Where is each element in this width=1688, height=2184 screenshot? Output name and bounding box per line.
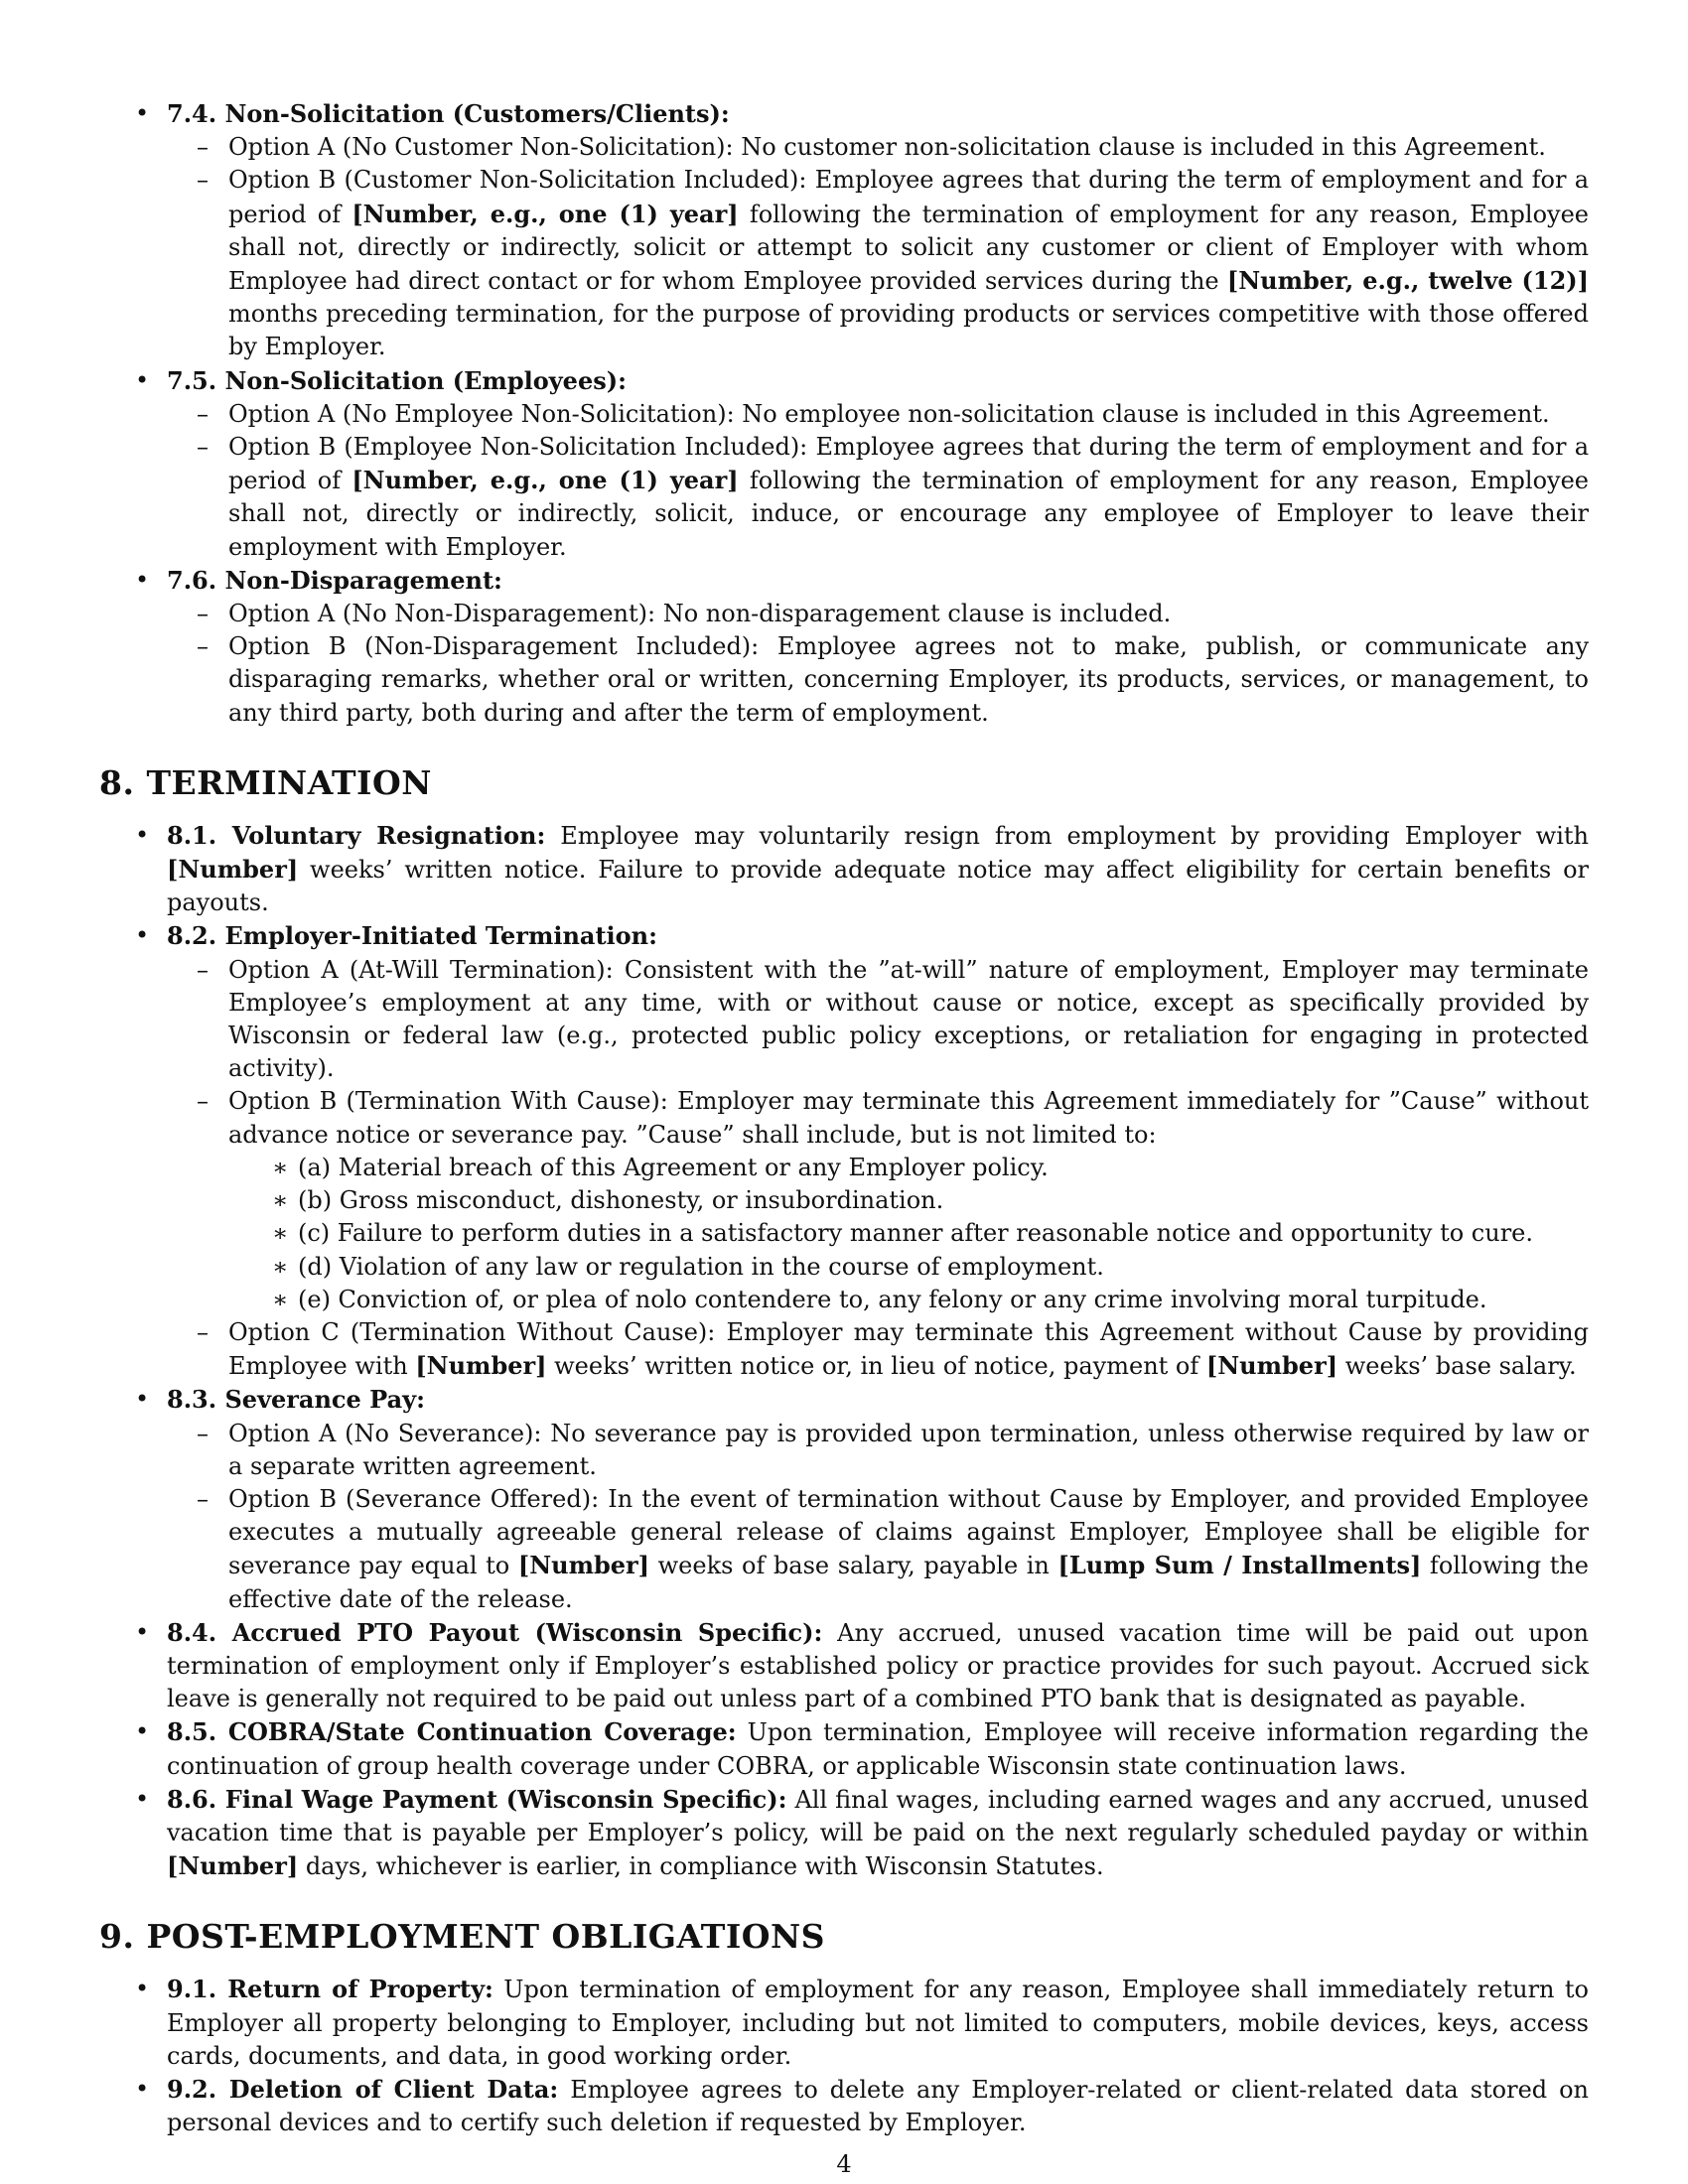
- option-text: Option A (No Customer Non-Solicitation): No customer non-solicitation clause is included in this Agreement.: [228, 133, 1546, 162]
- clause-text: days, whichever is earlier, in compliance with Wisconsin Statutes.: [298, 1852, 1104, 1881]
- clause-title: 8.3. Severance Pay:: [167, 1385, 425, 1415]
- clause-title: 8.2. Employer-Initiated Termination:: [167, 921, 657, 951]
- clause-title: 8.5. COBRA/State Continuation Coverage:: [167, 1717, 737, 1747]
- option-text: Option A (No Employee Non-Solicitation): No employee non-solicitation clause is included in this Agreement.: [228, 399, 1550, 428]
- clause-title: 8.4. Accrued PTO Payout (Wisconsin Specific):: [167, 1617, 823, 1647]
- placeholder-field: [Number]: [167, 855, 299, 885]
- clause-8-5: [99, 1715, 1589, 1782]
- clause-title: 7.6. Non-Disparagement:: [167, 565, 502, 595]
- cause-item: ∗ (c) Failure to perform duties in a satisfactory manner after reasonable notice and opportunity to cure.: [228, 1217, 1589, 1250]
- clause-title: 9.1. Return of Property:: [167, 1975, 493, 2004]
- clause-text: weeks’ written notice. Failure to provide adequate notice may affect eligibility for certain benefits or payouts.: [167, 856, 1589, 917]
- clause-7-5: [99, 364, 1589, 564]
- clause-title: 7.4. Non-Solicitation (Customers/Clients):: [167, 99, 730, 128]
- document-page: [99, 97, 1589, 2139]
- clause-text: Upon termination, Employee will receive information regarding the continuation of group health coverage under COBRA, or applicable Wisconsin state continuation laws.: [167, 1718, 1589, 1780]
- clause-title: 8.1. Voluntary Resignation:: [167, 820, 546, 850]
- cause-item: ∗ (d) Violation of any law or regulation in the course of employment.: [228, 1251, 1589, 1284]
- cause-item: ∗ (e) Conviction of, or plea of nolo contendere to, any felony or any crime involving moral turpitude.: [228, 1284, 1589, 1316]
- option-text: following the termination of employment for any reason, Employee shall not, directly or indirectly, solicit, induce, or encourage any employee of Employer to leave their employment with Employer.: [228, 467, 1590, 561]
- option-text: Option B (Customer Non-Solicitation Included): Employee agrees that during the term of employment and for a period of: [228, 166, 1589, 228]
- cause-item: ∗ (a) Material breach of this Agreement or any Employer policy.: [228, 1152, 1589, 1184]
- clause-8-3: [99, 1383, 1589, 1615]
- placeholder-field: [Number, e.g., twelve (12)]: [1226, 266, 1589, 296]
- option-text: Option B (Non-Disparagement Included): Employee agrees not to make, publish, or communicate any disparaging remarks, whether oral or written, concerning Employer, its products, services, or management, to any third party, both during and after the term of employment.: [228, 632, 1589, 727]
- option-b: [167, 1085, 1589, 1315]
- option-text: following the termination of employment for any reason, Employee shall not, directly or indirectly, solicit or attempt to solicit any customer or client of Employer with whom Employee had direct contact or for whom Employee provided services during the: [228, 200, 1590, 296]
- option-a: [167, 398, 1589, 431]
- placeholder-field: [Lump Sum / Installments]: [1057, 1551, 1422, 1580]
- option-text: Option B (Severance Offered): In the event of termination without Cause by Employer, and provided Employee executes a mutually agreeable general release of claims against Employer, Employee shall be eligible for severance pay equal to: [228, 1484, 1589, 1580]
- option-text: Option A (At-Will Termination): Consistent with the ”at-will” nature of employment, Employer may terminate Employee’s employment at any time, with or without cause or notice, except as specifically provided by Wisconsin or federal law (e.g., protected public policy exceptions, or retaliation for engaging in protected activity).: [228, 955, 1589, 1083]
- cause-item: ∗ (b) Gross misconduct, dishonesty, or insubordination.: [228, 1184, 1589, 1217]
- option-text: following the effective date of the release.: [228, 1552, 1589, 1613]
- section-9-list: [99, 1973, 1589, 2139]
- clause-text: Employee may voluntarily resign from employment by providing Employer with: [545, 821, 1589, 850]
- placeholder-field: [Number]: [167, 1851, 299, 1881]
- option-text: Option B (Termination With Cause): Employer may terminate this Agreement immediately for ”Cause” without advance notice or severance pay. ”Cause” shall include, but is not limited to:: [228, 1087, 1589, 1149]
- placeholder-field: [Number]: [415, 1351, 547, 1381]
- option-b: [167, 431, 1589, 564]
- option-text: weeks of base salary, payable in: [649, 1552, 1058, 1580]
- option-a: [167, 1418, 1589, 1483]
- clause-8-4: [99, 1616, 1589, 1716]
- cause-list: [228, 1152, 1589, 1316]
- option-text: weeks’ base salary.: [1337, 1352, 1577, 1381]
- clause-text: All final wages, including earned wages and any accrued, unused vacation time that is payable per Employer’s policy, will be paid on the next regularly scheduled payday or within: [167, 1785, 1589, 1846]
- option-a: [167, 131, 1589, 164]
- clause-text: Upon termination of employment for any reason, Employee shall immediately return to Employer all property belonging to Employer, including but not limited to computers, mobile devices, keys, access cards, documents, and data, in good working order.: [167, 1976, 1589, 2070]
- section-8-heading: 8. TERMINATION: [99, 762, 432, 802]
- placeholder-field: [Number, e.g., one (1) year]: [352, 199, 739, 228]
- clause-9-1: [99, 1973, 1589, 2073]
- option-text: Option B (Employee Non-Solicitation Included): Employee agrees that during the term of employment and for a period of: [228, 433, 1589, 495]
- clause-8-2: [99, 919, 1589, 1383]
- section-7-list: [99, 97, 1589, 730]
- option-a: [167, 954, 1589, 1086]
- clause-text: Employee agrees to delete any Employer-related or client-related data stored on personal devices and to certify such deletion if requested by Employer.: [167, 2075, 1589, 2137]
- option-a: [167, 598, 1589, 630]
- section-9-heading: 9. POST-EMPLOYMENT OBLIGATIONS: [99, 1917, 826, 1957]
- option-text: Option A (No Severance): No severance pay is provided upon termination, unless otherwise required by law or a separate written agreement.: [228, 1419, 1589, 1480]
- option-b: [167, 1483, 1589, 1616]
- option-text: Option A (No Non-Disparagement): No non-disparagement clause is included.: [228, 600, 1172, 628]
- clause-text: Any accrued, unused vacation time will be paid out upon termination of employment only if Employer’s established policy or practice provides for such payout. Accrued sick leave is generally not required to be paid out unless part of a combined PTO bank that is designated as payable.: [167, 1618, 1589, 1713]
- clause-7-6: [99, 564, 1589, 730]
- placeholder-field: [Number]: [517, 1551, 650, 1580]
- clause-8-6: [99, 1783, 1589, 1884]
- option-b: [167, 164, 1589, 363]
- option-text: weeks’ written notice or, in lieu of notice, payment of: [546, 1352, 1206, 1381]
- option-text: Option C (Termination Without Cause): Employer may terminate this Agreement without Cause by providing Employee with: [228, 1317, 1589, 1381]
- clause-title: 9.2. Deletion of Client Data:: [167, 2074, 559, 2104]
- clause-7-4: [99, 97, 1589, 364]
- option-c: [167, 1316, 1589, 1383]
- placeholder-field: [Number, e.g., one (1) year]: [352, 466, 739, 495]
- clause-8-1: [99, 819, 1589, 920]
- clause-title: 7.5. Non-Solicitation (Employees):: [167, 365, 627, 395]
- section-8-list: [99, 819, 1589, 1884]
- option-b: [167, 630, 1589, 730]
- option-text: months preceding termination, for the purpose of providing products or services competitive with those offered by Employer.: [228, 300, 1589, 361]
- placeholder-field: [Number]: [1205, 1351, 1338, 1381]
- page-number: 4: [836, 2150, 852, 2178]
- clause-9-2: [99, 2073, 1589, 2139]
- clause-title: 8.6. Final Wage Payment (Wisconsin Specific):: [167, 1784, 787, 1814]
